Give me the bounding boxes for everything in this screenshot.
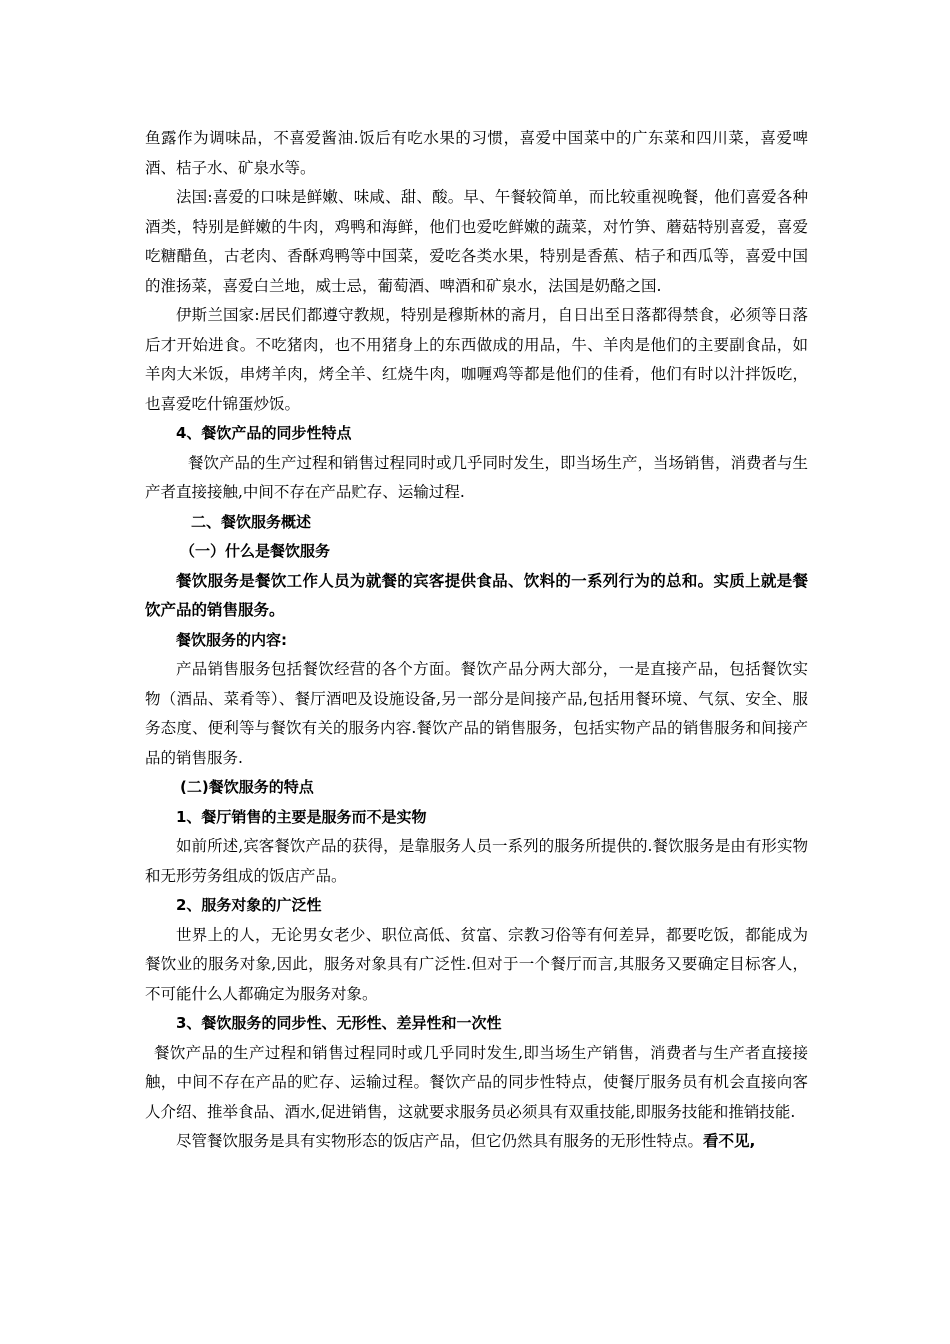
document-page (145, 124, 808, 1157)
heading-feature-3: 3、餐饮服务的同步性、无形性、差异性和一次性 (176, 1014, 502, 1032)
heading-service-content: 餐饮服务的内容: (176, 630, 287, 649)
paragraph-definition: 餐饮服务是餐饮工作人员为就餐的宾客提供食品、饮料的一系列行为的总和。实质上就是餐饮产品的销售服务。 (145, 571, 808, 619)
paragraph-feature-1: 如前所述,宾客餐饮产品的获得，是靠服务人员一系列的服务所提供的.餐饮服务是由有形实物和无形劳务组成的饭店产品。 (145, 837, 808, 885)
intangibility-text: 尽管餐饮服务是具有实物形态的饭店产品，但它仍然具有服务的无形性特点。 (176, 1132, 704, 1150)
paragraph-service-content: 产品销售服务包括餐饮经营的各个方面。餐饮产品分两大部分，一是直接产品，包括餐饮实物（酒品、菜肴等）、餐厅酒吧及设施设备,另一部分是间接产品,包括用餐环境、气氛、安全、服务态度、便利等与餐饮有关的服务内容.餐饮产品的销售服务，包括实物产品的销售服务和间接产品的销售服务. (145, 660, 808, 767)
heading-feature-2: 2、服务对象的广泛性 (176, 896, 322, 914)
paragraph-malaysia-tail: 鱼露作为调味品，不喜爱酱油.饭后有吃水果的习惯，喜爱中国菜中的广东菜和四川菜，喜爱啤酒、桔子水、矿泉水等。 (145, 129, 808, 177)
heading-feature-1: 1、餐厅销售的主要是服务而不是实物 (176, 807, 427, 826)
paragraph-feature-2: 世界上的人，无论男女老少、职位高低、贫富、宗教习俗等有何差异，都要吃饭，都能成为餐饮业的服务对象,因此，服务对象具有广泛性.但对于一个餐厅而言,其服务又要确定目标客人，不可能什么人都确定为服务对象。 (145, 925, 808, 1003)
paragraph-sync-feature: 餐饮产品的生产过程和销售过程同时或几乎同时发生，即当场生产，当场销售，消费者与生产者直接接触,中间不存在产品贮存、运输过程. (145, 453, 809, 501)
intangibility-bold-text: 看不见, (703, 1132, 756, 1150)
heading-section-2: 二、餐饮服务概述 (191, 512, 312, 531)
paragraph-feature-3: 餐饮产品的生产过程和销售过程同时或几乎同时发生,即当场生产销售，消费者与生产者直接接触，中间不存在产品的贮存、运输过程。餐饮产品的同步性特点，使餐厅服务员有机会直接向客人介绍、推举食品、酒水,促进销售，这就要求服务员必须具有双重技能,即服务技能和推销技能. (145, 1043, 808, 1121)
heading-what-is-service: （一）什么是餐饮服务 (180, 542, 331, 560)
heading-sync-feature: 4、餐饮产品的同步性特点 (176, 424, 352, 442)
heading-service-features: (二)餐饮服务的特点 (180, 778, 314, 796)
paragraph-france: 法国:喜爱的口味是鲜嫩、味咸、甜、酸。早、午餐较简单，而比较重视晚餐，他们喜爱各种酒类，特别是鲜嫩的牛肉，鸡鸭和海鲜，他们也爱吃鲜嫩的蔬菜，对竹笋、蘑菇特别喜爱，喜爱吃糖醋鱼，古老肉、香酥鸡鸭等中国菜，爱吃各类水果，特别是香蕉、桔子和西瓜等，喜爱中国的淮扬菜，喜爱白兰地，威士忌，葡萄酒、啤酒和矿泉水，法国是奶酪之国. (145, 188, 808, 295)
paragraph-intangibility (145, 1127, 808, 1157)
paragraph-islamic: 伊斯兰国家:居民们都遵守教规，特别是穆斯林的斋月，自日出至日落都得禁食，必须等日落后才开始进食。不吃猪肉，也不用猪身上的东西做成的用品，牛、羊肉是他们的主要副食品，如羊肉大米饭，串烤羊肉，烤全羊、红烧牛肉，咖喱鸡等都是他们的佳肴，他们有时以汁拌饭吃，也喜爱吃什锦蛋炒饭。 (145, 306, 808, 413)
